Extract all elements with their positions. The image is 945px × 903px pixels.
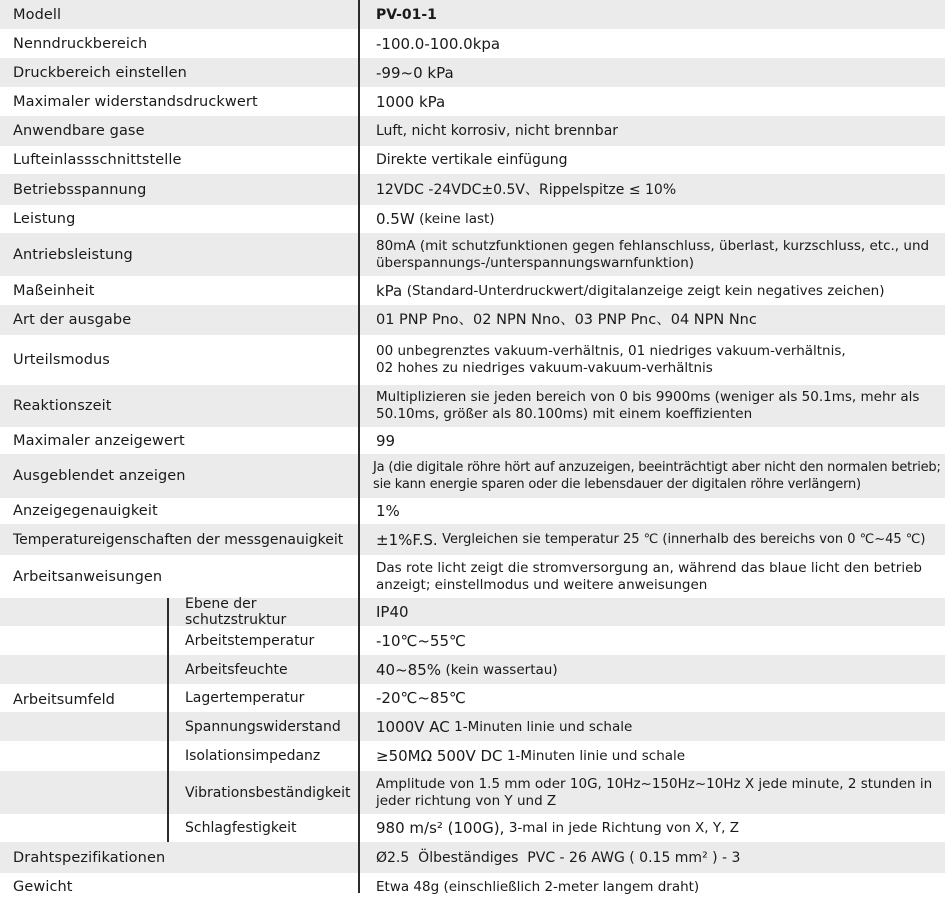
value-note: (Standard-Unterdruckwert/digitalanzeige zeigt kein negatives zeichen) (406, 282, 885, 299)
value-note: 1-Minuten linie und schale (506, 748, 686, 764)
row-gewicht (0, 873, 945, 901)
row-arbeitsanweisungen (0, 555, 945, 598)
row-label: Art der ausgabe (13, 312, 132, 328)
row-value: PV-01-1 (376, 6, 437, 23)
row-label: Ausgeblendet anzeigen (13, 468, 186, 484)
row-label: Arbeitsanweisungen (13, 568, 163, 585)
sub-label: Ebene der schutzstruktur (185, 596, 287, 628)
row-value: Das rote licht zeigt die stromversorgung an, während das blaue licht den betrieb anzeigt; einstellmodus und weitere anweisungen (376, 559, 922, 593)
row-max-widerstand (0, 87, 945, 116)
row-urteilsmodus (0, 335, 945, 385)
row-value: 1% (376, 502, 400, 520)
value-main: 0.5W (376, 210, 415, 228)
row-label: Anzeigegenauigkeit (13, 503, 158, 519)
row-value: Ja (die digitale röhre hört auf anzuzeigen, beeinträchtigt aber nicht den normalen betrieb; sie kann energie sparen oder die lebensdauer der digitalen röhre verlängern) (373, 460, 941, 492)
row-value: 1000 kPa (376, 92, 446, 111)
row-ausgeblendet (0, 454, 945, 498)
row-antriebsleistung (0, 233, 945, 276)
subcolumn-divider (167, 598, 169, 842)
row-label: Modell (13, 6, 62, 23)
row-label: Temperatureigenschaften der messgenauigkeit (13, 531, 344, 548)
row-value: 00 unbegrenztes vakuum-verhältnis, 01 niedriges vakuum-verhältnis, 02 hohes zu niedriges vakuum-vakuum-verhältnis (376, 343, 846, 376)
row-lufteinlass (0, 146, 945, 174)
sub-value: IP40 (376, 603, 409, 621)
sub-value (360, 712, 945, 741)
sub-label: Spannungswiderstand (185, 718, 341, 735)
row-value: -99~0 kPa (376, 63, 454, 82)
row-value: Multiplizieren sie jeden bereich von 0 bis 9900ms (weniger als 50.1ms, mehr als 50.10ms, größer als 80.100ms) mit einem koeffizienten (376, 389, 920, 422)
group-label-arbeitsumfeld: Arbeitsumfeld (13, 692, 115, 708)
row-label: Maximaler widerstandsdruckwert (13, 93, 258, 110)
row-max-anzeigewert (0, 427, 945, 454)
value-main: 1000V AC (376, 717, 450, 736)
env-row-schlagfestigkeit (0, 814, 945, 842)
row-label: Leistung (13, 211, 76, 227)
row-modell (0, 0, 945, 29)
row-value: Luft, nicht korrosiv, nicht brennbar (376, 123, 619, 139)
row-drahtspezifikationen (0, 842, 945, 873)
row-value: Etwa 48g (einschließlich 2-meter langem draht) (376, 879, 700, 895)
value-note: Vergleichen sie temperatur 25 ℃ (innerhalb des bereichs von 0 ℃~45 ℃) (442, 531, 926, 547)
row-nenndruckbereich (0, 29, 945, 58)
row-betriebsspannung (0, 174, 945, 205)
row-value: Ø2.5 Ölbeständiges PVC - 26 AWG ( 0.15 mm² ) - 3 (376, 849, 741, 866)
sub-value: -20℃~85℃ (376, 689, 466, 707)
row-anwendbare-gase (0, 116, 945, 146)
row-label: Antriebsleistung (13, 246, 133, 263)
sub-value (360, 814, 945, 842)
row-label: Maximaler anzeigewert (13, 432, 185, 449)
sub-value (360, 741, 945, 771)
row-temperatureigenschaften (0, 524, 945, 555)
row-label: Nenndruckbereich (13, 35, 148, 52)
row-value (360, 205, 945, 233)
sub-label: Schlagfestigkeit (185, 820, 297, 836)
value-note: (kein wassertau) (445, 661, 558, 678)
sub-label: Arbeitstemperatur (185, 632, 315, 649)
row-value: 01 PNP Pno、02 NPN Nno、03 PNP Pnc、04 NPN Nnc (376, 312, 757, 328)
row-label: Betriebsspannung (13, 181, 147, 198)
column-divider (358, 0, 360, 893)
row-leistung (0, 205, 945, 233)
row-label: Drahtspezifikationen (13, 849, 166, 866)
sub-label: Arbeitsfeuchte (185, 661, 288, 678)
row-anzeigegenauigkeit (0, 498, 945, 524)
row-label: Reaktionszeit (13, 398, 112, 414)
row-label: Maßeinheit (13, 282, 95, 299)
row-label: Urteilsmodus (13, 352, 110, 368)
row-value: Direkte vertikale einfügung (376, 152, 568, 168)
value-main: kPa (376, 281, 403, 300)
value-main: 980 m/s² (100G), (376, 819, 505, 837)
row-label: Druckbereich einstellen (13, 64, 187, 81)
value-note: 3-mal in jede Richtung von X, Y, Z (508, 820, 739, 836)
sub-label: Vibrationsbeständigkeit (185, 784, 351, 801)
row-value (360, 276, 945, 305)
row-value: 12VDC -24VDC±0.5V、Rippelspitze ≤ 10% (376, 181, 677, 198)
row-value (360, 524, 945, 555)
value-main: 40~85% (376, 660, 441, 679)
row-value: 80mA (mit schutzfunktionen gegen fehlanschluss, überlast, kurzschluss, etc., und überspannungs-/unterspannungswarnfunktion) (376, 237, 930, 271)
row-label: Lufteinlassschnittstelle (13, 152, 182, 168)
sub-value: Amplitude von 1.5 mm oder 10G, 10Hz~150Hz~10Hz X jede minute, 2 stunden in jeder richtung von Y und Z (376, 775, 933, 809)
row-value: 99 (376, 431, 396, 450)
value-main: ±1%F.S. (376, 530, 438, 549)
row-masseinheit (0, 276, 945, 305)
value-note: 1-Minuten linie und schale (454, 718, 633, 735)
sub-value (360, 655, 945, 684)
row-value: -100.0-100.0kpa (376, 34, 501, 53)
value-note: (keine last) (419, 211, 495, 227)
row-reaktionszeit (0, 385, 945, 427)
row-art-der-ausgabe (0, 305, 945, 335)
row-druckbereich (0, 58, 945, 87)
row-label: Anwendbare gase (13, 123, 145, 139)
row-label: Gewicht (13, 879, 73, 895)
sub-label: Lagertemperatur (185, 690, 305, 706)
sub-value: -10℃~55℃ (376, 631, 466, 650)
sub-label: Isolationsimpedanz (185, 748, 321, 764)
value-main: ≥50MΩ 500V DC (376, 747, 503, 765)
